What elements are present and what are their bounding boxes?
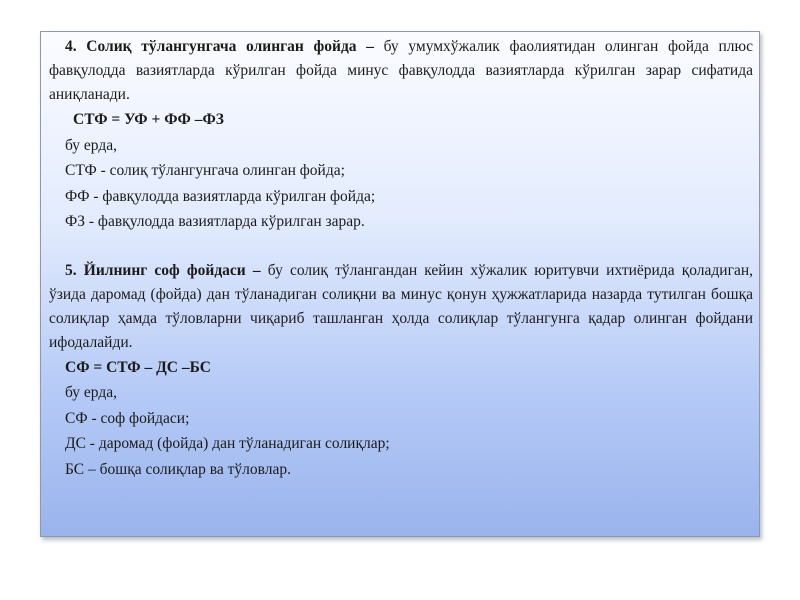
slide-frame [40,31,760,537]
definition-ds: ДС - даромад (фойда) дан тўланадиган солиқлар; [65,435,390,452]
formula-stf: СТФ = УФ + ФФ –ФЗ [73,111,224,128]
formula-sf: СФ = СТФ – ДС –БС [65,358,211,376]
section-5-body: бу солиқ тўлангандан кейин хўжалик юритувчи ихтиёрида қоладиган, ўзида даромад (фойда) дан тўланадиган солиқни ва минус қонун ҳужжатларида назарда тутилган бошқа солиқлар ҳамда тўловларни чиқариб ташланган ҳолда солиқлар тўлангунга қадар олинган фойдани ифодалайди. [49,261,753,351]
definition-sf: СФ - соф фойдаси; [65,409,190,427]
section-5-paragraph [49,259,753,355]
definition-ff: ФФ - фавқулодда вазиятларда кўрилган фойда; [65,187,376,205]
section-4-where-label: бу ерда, [65,136,117,154]
section-5-dash: – [245,261,268,279]
section-5-title: 5. Йилнинг соф фойдаси [65,261,246,279]
definition-bs: БС – бошқа солиқлар ва тўловлар. [65,460,291,478]
section-4-title: 4. Солиқ тўлангунгача олинган фойда [65,38,357,55]
paragraph-spacer [49,235,753,259]
section-4-dash: – [356,38,384,55]
definition-fz: ФЗ - фавқулодда вазиятларда кўрилган зарар. [65,213,365,230]
slide-content [49,35,753,482]
section-4-body: бу умумхўжалик фаолиятидан олинган фойда плюс фавқулодда вазиятларда кўрилган фойда минус фавқулодда вазиятларда кўрилган зарар сифатида аниқланади. [49,38,754,103]
section-4-paragraph [49,35,753,107]
section-5-where-label: бу ерда, [65,384,117,401]
definition-stf: СТФ - солиқ тўлангунгача олинган фойда; [65,162,345,179]
